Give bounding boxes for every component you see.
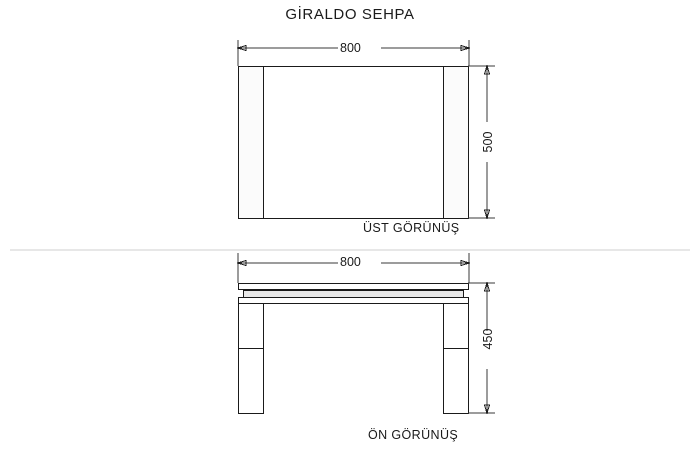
front-view-label: ÖN GÖRÜNÜŞ: [368, 428, 459, 442]
page-title: GİRALDO SEHPA: [285, 6, 415, 23]
top-view-outline: [239, 67, 469, 219]
front-view-width-value: 800: [340, 255, 361, 269]
front-view-tabletop: [239, 284, 469, 304]
top-view-width-value: 800: [340, 41, 361, 55]
top-view-label: ÜST GÖRÜNÜŞ: [363, 221, 460, 235]
top-view-height-value: 500: [481, 131, 495, 153]
front-view-legs: [239, 304, 469, 414]
front-view-height-value: 450: [481, 328, 495, 350]
